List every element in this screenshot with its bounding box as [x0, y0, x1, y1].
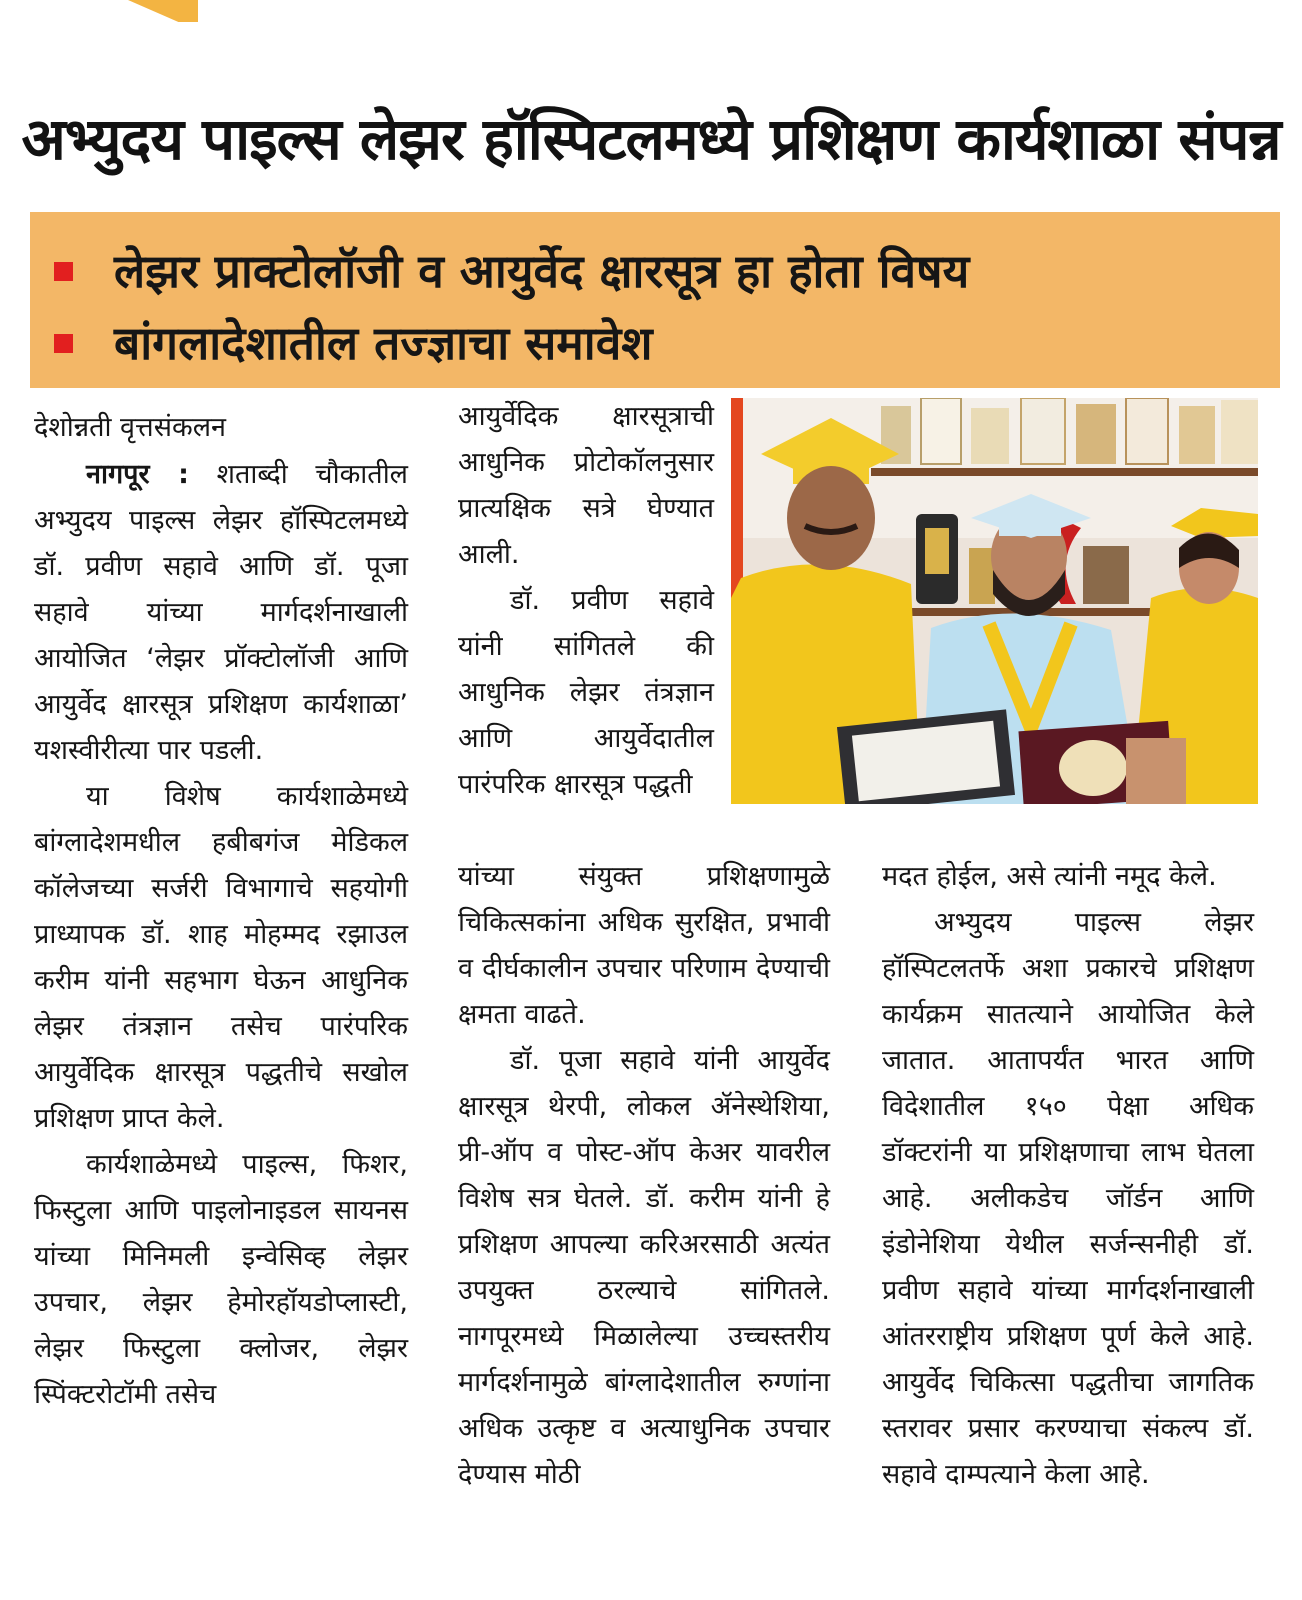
article-column-1 — [34, 404, 408, 1418]
corner-tab — [128, 0, 198, 22]
article-paragraph: कार्यशाळेमध्ये पाइल्स, फिशर, फिस्टुला आणि पाइलोनाइडल सायनस यांच्या मिनिमली इन्वेसिव्ह लेझर उपचार, लेझर हेमोरहॉयडोप्लास्टी, लेझर फिस्टुला क्लोजर, लेझर स्पिंक्टरोटॉमी तसेच — [34, 1149, 408, 1410]
red-square-bullet-icon — [54, 262, 73, 281]
article-paragraph: मदत होईल, असे त्यांनी नमूद केले. — [882, 861, 1217, 892]
article-column-2-top — [458, 394, 714, 808]
article-paragraph: अभ्युदय पाइल्स लेझर हॉस्पिटलतर्फे अशा प्रकारचे प्रशिक्षण कार्यक्रम सातत्याने आयोजित केले जातात. आतापर्यंत भारत आणि विदेशातील १५० पेक्षा अधिक डॉक्टरांनी या प्रशिक्षणाचा लाभ घेतला आहे. अलीकडेच जॉर्डन आणि इंडोनेशिया येथील सर्जन्सनीही डॉ. प्रवीण सहावे यांच्या मार्गदर्शनाखाली आंतरराष्ट्रीय प्रशिक्षण पूर्ण केले आहे. आयुर्वेद चिकित्सा पद्धतीचा जागतिक स्तरावर प्रसार करण्याचा संकल्प डॉ. सहावे दाम्पत्याने केला आहे. — [882, 907, 1254, 1490]
dateline: नागपूर : — [86, 459, 189, 490]
subhead-item — [30, 236, 1280, 306]
red-square-bullet-icon — [54, 334, 73, 353]
byline: देशोन्नती वृत्तसंकलन — [34, 412, 226, 443]
article-paragraph: यांच्या संयुक्त प्रशिक्षणामुळे चिकित्सकांना अधिक सुरक्षित, प्रभावी व दीर्घकालीन उपचार परिणाम देण्याची क्षमता वाढते. — [458, 861, 830, 1030]
subhead-text: बांगलादेशातील तज्ज्ञाचा समावेश — [114, 316, 653, 370]
article-paragraph: डॉ. पूजा सहावे यांनी आयुर्वेद क्षारसूत्र थेरपी, लोकल ॲनेस्थेशिया, प्री-ऑप व पोस्ट-ऑप केअर यावरील विशेष सत्र घेतले. डॉ. करीम यांनी हे प्रशिक्षण आपल्या करिअरसाठी अत्यंत उपयुक्त ठरल्याचे सांगितले. नागपूरमध्ये मिळालेल्या उच्चस्तरीय मार्गदर्शनामुळे बांग्लादेशातील रुग्णांना अधिक उत्कृष्ट व अत्याधुनिक उपचार देण्यास मोठी — [458, 1045, 830, 1490]
subhead-box — [30, 212, 1280, 388]
subhead-text: लेझर प्राक्टोलॉजी व आयुर्वेद क्षारसूत्र हा होता विषय — [114, 244, 970, 298]
article-paragraph: या विशेष कार्यशाळेमध्ये बांग्लादेशमधील हबीबगंज मेडिकल कॉलेजच्या सर्जरी विभागाचे सहयोगी प्राध्यापक डॉ. शाह मोहम्मद रझाउल करीम यांनी सहभाग घेऊन आधुनिक लेझर तंत्रज्ञान तसेच पारंपरिक आयुर्वेदिक क्षारसूत्र पद्धतीचे सखोल प्रशिक्षण प्राप्त केले. — [34, 781, 408, 1134]
article-column-3 — [882, 854, 1254, 1498]
article-paragraph — [34, 452, 408, 774]
graduation-photo-illustration — [731, 398, 1258, 804]
paragraph-text: शताब्दी चौकातील अभ्युदय पाइल्स लेझर हॉस्पिटलमध्ये डॉ. प्रवीण सहावे आणि डॉ. पूजा सहावे यांच्या मार्गदर्शनाखाली आयोजित ‘लेझर प्रॉक्टोलॉजी आणि आयुर्वेद क्षारसूत्र प्रशिक्षण कार्यशाळा’ यशस्वीरीत्या पार पडली. — [34, 459, 408, 766]
article-paragraph: आयुर्वेदिक क्षारसूत्राची आधुनिक प्रोटोकॉलनुसार प्रात्यक्षिक सत्रे घेण्यात आली. — [458, 401, 714, 570]
subhead-item — [30, 308, 1280, 378]
article-paragraph: डॉ. प्रवीण सहावे यांनी सांगितले की आधुनिक लेझर तंत्रज्ञान आणि आयुर्वेदातील पारंपरिक क्षारसूत्र पद्धती — [458, 585, 714, 800]
news-photo — [731, 398, 1258, 804]
article-column-2-bottom — [458, 854, 830, 1498]
headline: अभ्युदय पाइल्स लेझर हॉस्पिटलमध्ये प्रशिक्षण कार्यशाळा संपन्न — [21, 105, 1281, 173]
